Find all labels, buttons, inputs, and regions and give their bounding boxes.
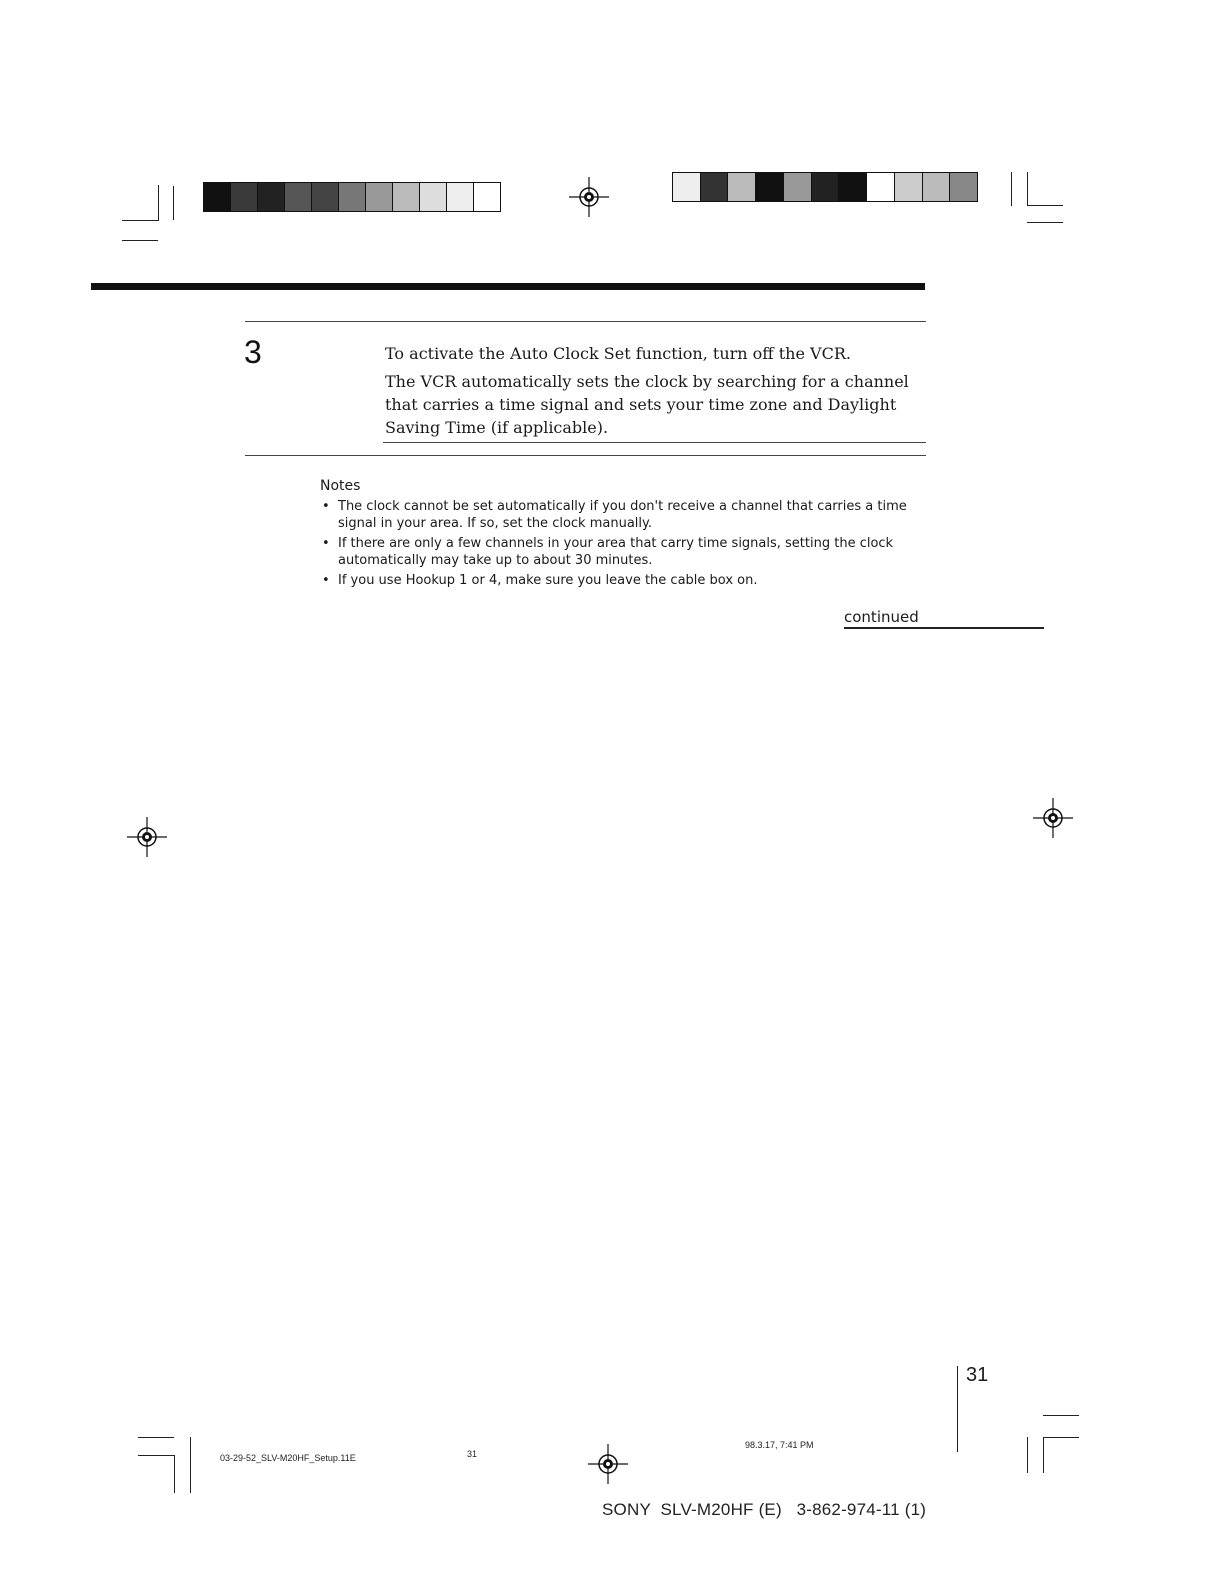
note-item: • If there are only a few channels in your area that carry time signals, setting the clock automatically may take up to about 30 minutes. bbox=[322, 535, 932, 569]
color-patch bbox=[784, 173, 812, 201]
color-patch bbox=[231, 183, 258, 211]
notes-title: Notes bbox=[320, 478, 361, 494]
color-patch bbox=[204, 183, 231, 211]
crop-mark-bottom-right-v3 bbox=[1043, 1437, 1044, 1473]
registration-target-icon bbox=[569, 177, 609, 217]
note-item: • If you use Hookup 1 or 4, make sure you leave the cable box on. bbox=[322, 572, 932, 589]
crop-mark-bottom-right-h2 bbox=[1043, 1415, 1079, 1416]
continued-rule bbox=[844, 627, 1044, 629]
color-patch bbox=[839, 173, 867, 201]
color-patch bbox=[393, 183, 420, 211]
color-patch bbox=[285, 183, 312, 211]
step-description: The VCR automatically sets the clock by searching for a channel that carries a time signal and sets your time zone and Daylight Saving Time (if applicable). bbox=[385, 372, 909, 437]
crop-mark-top-left-v bbox=[158, 185, 159, 221]
crop-mark-bottom-right-v bbox=[957, 1366, 958, 1452]
color-patch bbox=[756, 173, 784, 201]
color-patch bbox=[447, 183, 474, 211]
crop-mark-bottom-left-v bbox=[174, 1455, 175, 1493]
color-patch bbox=[701, 173, 729, 201]
page-number: 31 bbox=[966, 1364, 989, 1386]
notes-list bbox=[322, 498, 932, 592]
color-patch bbox=[923, 173, 951, 201]
footer-model: SONY SLV-M20HF (E) 3-862-974-11 (1) bbox=[602, 1500, 927, 1519]
registration-target-icon bbox=[127, 817, 167, 857]
color-patch bbox=[895, 173, 923, 201]
registration-target-icon bbox=[588, 1444, 628, 1484]
crop-mark-top-left-h2 bbox=[122, 240, 158, 241]
color-patch bbox=[366, 183, 393, 211]
color-patch bbox=[812, 173, 840, 201]
crop-mark-top-left-v2 bbox=[173, 186, 174, 220]
crop-mark-bottom-left-v2 bbox=[190, 1437, 191, 1493]
crop-mark-top-right-h2 bbox=[1027, 222, 1063, 223]
crop-mark-top-right-v bbox=[1011, 172, 1012, 206]
color-patch bbox=[258, 183, 285, 211]
step-number: 3 bbox=[244, 334, 262, 370]
crop-mark-bottom-right-h bbox=[1043, 1437, 1079, 1438]
footer-page: 31 bbox=[467, 1449, 478, 1459]
note-item: • The clock cannot be set automatically if you don't receive a channel that carries a time signal in your area. If so, set the clock manually. bbox=[322, 498, 932, 532]
color-bar-right bbox=[672, 172, 978, 202]
step-rule-mid bbox=[383, 442, 926, 443]
crop-mark-bottom-left-h2 bbox=[138, 1455, 174, 1456]
crop-mark-bottom-right-v2 bbox=[1027, 1437, 1028, 1473]
step-rule-top bbox=[245, 321, 926, 322]
section-top-rule bbox=[91, 283, 925, 290]
color-patch bbox=[474, 183, 500, 211]
crop-mark-bottom-left-h bbox=[138, 1437, 174, 1438]
color-bar-left bbox=[203, 182, 501, 212]
step-rule-bottom bbox=[245, 455, 926, 456]
color-patch bbox=[950, 173, 977, 201]
color-patch bbox=[673, 173, 701, 201]
crop-mark-top-right-v2 bbox=[1027, 172, 1028, 206]
registration-target-icon bbox=[1033, 798, 1073, 838]
color-patch bbox=[420, 183, 447, 211]
footer-timestamp: 98.3.17, 7:41 PM bbox=[745, 1440, 814, 1450]
color-patch bbox=[339, 183, 366, 211]
color-patch bbox=[312, 183, 339, 211]
crop-mark-top-left-h bbox=[122, 220, 158, 221]
footer-filename: 03-29-52_SLV-M20HF_Setup.11E bbox=[220, 1453, 356, 1463]
continued-label: continued bbox=[844, 608, 919, 626]
crop-mark-top-right-h bbox=[1027, 205, 1063, 206]
step-instruction: To activate the Auto Clock Set function, turn off the VCR. bbox=[385, 344, 851, 363]
color-patch bbox=[867, 173, 895, 201]
color-patch bbox=[728, 173, 756, 201]
